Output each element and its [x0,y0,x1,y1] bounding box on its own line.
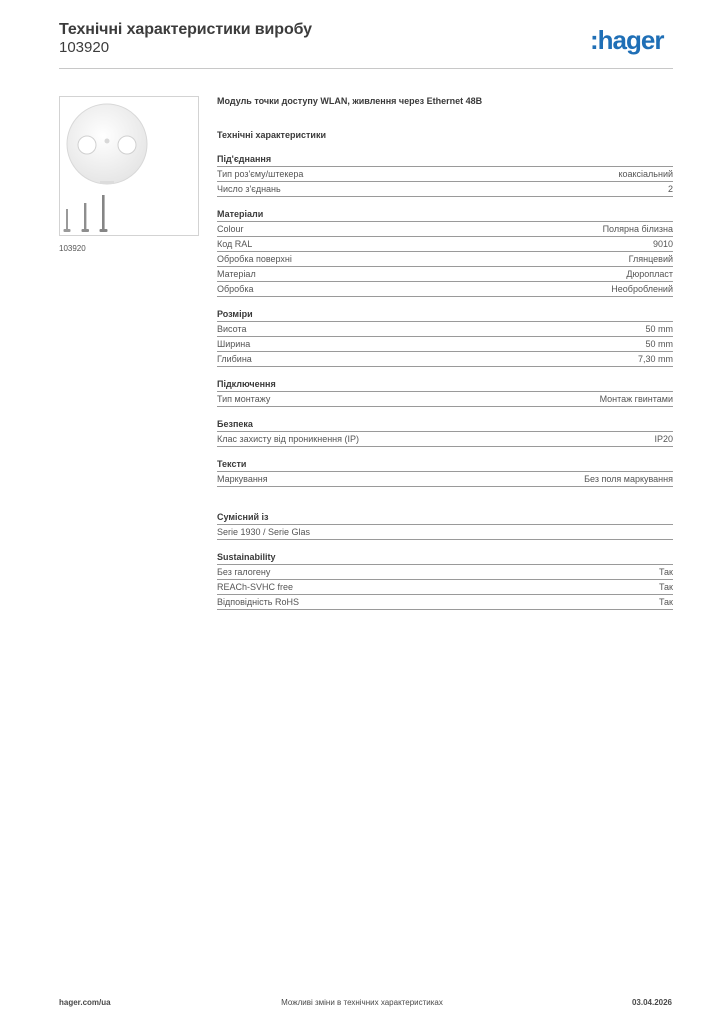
group-title: Розміри [217,308,673,322]
spec-row [217,472,673,487]
spec-row [217,322,673,337]
spec-label: Код RAL [217,239,253,249]
group-title: Тексти [217,458,673,472]
footer-disclaimer: Можливі зміни в технічних характеристиках [281,998,443,1007]
spec-row [217,222,673,237]
spec-label: Без галогену [217,567,271,577]
spec-group-dimensions [217,308,673,367]
group-title: Під'єднання [217,153,673,167]
spec-value: Так [658,582,673,592]
group-title: Сумісний із [217,511,673,525]
spec-label: Ширина [217,339,251,349]
spec-row [217,167,673,182]
spec-label: Serie 1930 / Serie Glas [217,527,311,537]
spec-group-materials [217,208,673,297]
spec-label: Тип роз'єму/штекера [217,169,304,179]
spec-group-connection [217,153,673,197]
spec-label: Клас захисту від проникнення (IP) [217,434,360,444]
spec-value: Полярна білизна [602,224,673,234]
page-title: Технічні характеристики виробу [59,21,312,38]
spec-label: Тип монтажу [217,394,271,404]
spec-row [217,392,673,407]
screw-medium [82,203,90,232]
spec-row [217,267,673,282]
spec-value: Так [658,597,673,607]
spec-label: Обробка [217,284,254,294]
spec-group-safety [217,418,673,447]
spec-row [217,182,673,197]
product-name: Модуль точки доступу WLAN, живлення через Ethernet 48В [217,96,483,106]
spec-row [217,565,673,580]
spec-label: Матеріал [217,269,256,279]
spec-group-sustainability [217,551,673,610]
group-title: Sustainability [217,551,673,565]
spec-row [217,282,673,297]
spec-row [217,237,673,252]
spec-value: Монтаж гвинтами [599,394,673,404]
spec-value: 9010 [652,239,673,249]
spec-label: REACh-SVHC free [217,582,294,592]
spec-row [217,580,673,595]
group-title: Матеріали [217,208,673,222]
spec-row [217,352,673,367]
spec-label: Відповідність RoHS [217,597,299,607]
section-title: Технічні характеристики [217,130,326,140]
spec-label: Висота [217,324,247,334]
logo-text: :hager [590,27,664,55]
screw-long [100,195,108,232]
spec-label: Colour [217,224,244,234]
spec-value: 50 mm [645,339,673,349]
spec-label: Глибина [217,354,252,364]
spec-value: 2 [667,184,673,194]
product-illustration [60,97,198,235]
product-image [59,96,199,236]
image-caption: 103920 [59,244,86,253]
footer-website-link[interactable]: hager.com/ua [59,998,111,1007]
screw-short [64,209,71,232]
spec-group-texts [217,458,673,487]
spec-value: Необроблений [611,284,673,294]
spec-value: Глянцевий [628,254,673,264]
spec-content [217,96,673,610]
spec-value: Без поля маркування [584,474,673,484]
spec-label: Маркування [217,474,268,484]
product-code: 103920 [59,39,110,56]
spec-row [217,337,673,352]
spec-group-mounting [217,378,673,407]
spec-row [217,525,673,540]
header-divider [59,68,673,69]
spec-label: Число з'єднань [217,184,281,194]
spec-value: Так [658,567,673,577]
spec-value: Дюропласт [626,269,673,279]
spec-value: коаксіальний [618,169,673,179]
spec-row [217,252,673,267]
group-title: Підключення [217,378,673,392]
group-title: Безпека [217,418,673,432]
spec-group-compatible [217,511,673,540]
spec-row [217,432,673,447]
spec-value: IP20 [654,434,673,444]
footer-date: 03.04.2026 [631,998,672,1007]
spec-row [217,595,673,610]
spec-value: 50 mm [645,324,673,334]
spec-label: Обробка поверхні [217,254,292,264]
spec-value: 7,30 mm [637,354,673,364]
hager-logo [590,27,676,57]
